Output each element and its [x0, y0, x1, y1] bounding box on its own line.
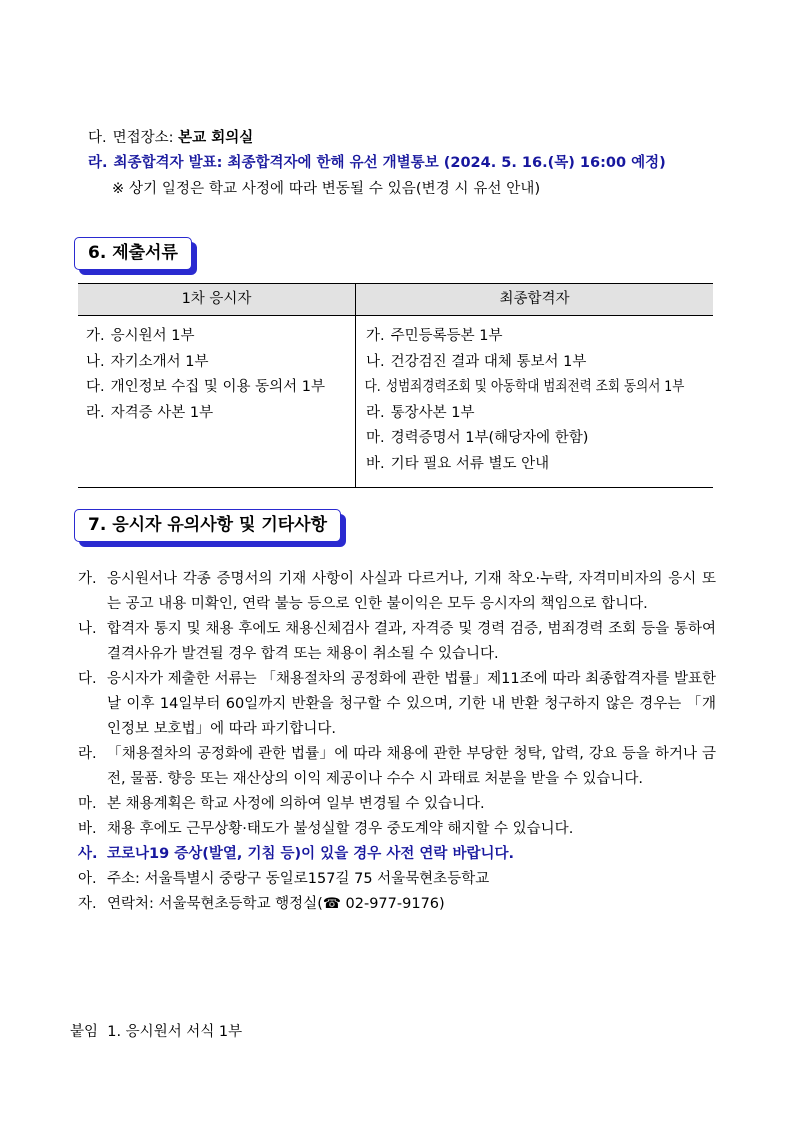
- list-item: [356, 401, 713, 427]
- item-marker: 나.: [78, 621, 97, 637]
- list-item: [78, 401, 355, 427]
- schedule-item-interview-place: [88, 126, 728, 151]
- final-pass-doc-list: [356, 324, 713, 477]
- item-marker: 사.: [78, 846, 98, 862]
- table-header-first-round: 1차 응시자: [78, 284, 356, 316]
- item-text: 합격자 통지 및 채용 후에도 채용신체검사 결과, 자격증 및 경력 검증, 범죄경력 조회 등을 통하여 결격사유가 발견될 경우 합격 또는 채용이 취소될 수 있습니다.: [107, 621, 716, 662]
- item-marker: 바.: [78, 821, 97, 837]
- schedule-note: ※ 상기 일정은 학교 사정에 따라 변동될 수 있음(변경 시 유선 안내): [112, 181, 541, 197]
- table-cell-final-pass-docs: [356, 316, 714, 488]
- item-text: [107, 126, 728, 151]
- item-marker: 가.: [78, 571, 97, 587]
- item-marker: 다.: [78, 671, 97, 687]
- item-text: 채용 후에도 근무상황·태도가 불성실할 경우 중도계약 해지할 수 있습니다.: [107, 821, 574, 837]
- item-text: 응시원서나 각종 증명서의 기재 사항이 사실과 다르거나, 기재 착오·누락, 자격미비자의 응시 또는 공고 내용 미확인, 연락 불능 등으로 인한 불이익은 모두 응시자의 책임으로 합니다.: [107, 571, 716, 612]
- list-item-marker: 다.: [86, 379, 105, 395]
- list-item-label: 기타 필요 서류 별도 안내: [390, 455, 550, 472]
- list-item-label: 자기소개서 1부: [110, 353, 209, 370]
- item-text: 코로나19 증상(발열, 기침 등)이 있을 경우 사전 연락 바랍니다.: [107, 846, 514, 862]
- interview-place-label: 면접장소:: [112, 130, 179, 146]
- table-header-final-pass: 최종합격자: [356, 284, 714, 316]
- list-item-marker: 다.: [364, 379, 381, 395]
- list-item-marker: 라.: [86, 404, 105, 421]
- item-marker: 자.: [78, 896, 97, 912]
- list-item-marker: 바.: [366, 455, 385, 472]
- notice-item-ma: [78, 792, 716, 817]
- list-item-marker: 마.: [366, 430, 385, 446]
- list-item-label: 자격증 사본 1부: [110, 404, 214, 421]
- item-text: 본 채용계획은 학교 사정에 의하여 일부 변경될 수 있습니다.: [107, 796, 485, 812]
- list-item: [356, 375, 685, 401]
- notice-item-ga: [78, 567, 716, 617]
- list-item-marker: 가.: [366, 328, 385, 344]
- notice-item-a-address: [78, 867, 716, 892]
- item-text: 주소: 서울특별시 중랑구 동일로157길 75 서울묵현초등학교: [107, 871, 490, 887]
- item-marker: 다.: [88, 130, 107, 146]
- list-item-label: 통장사본 1부: [390, 404, 475, 421]
- list-item-marker: 나.: [366, 353, 385, 370]
- table-cell-first-round-docs: [78, 316, 356, 488]
- list-item: [78, 350, 355, 376]
- list-item-label: 성범죄경력조회 및 아동학대 범죄전력 조회 동의서 1부: [385, 379, 685, 395]
- notice-item-sa-covid: [78, 842, 716, 867]
- table-row: [78, 316, 713, 488]
- item-text: 응시자가 제출한 서류는 「채용절차의 공정화에 관한 법률」제11조에 따라 최종합격자를 발표한 날 이후 14일부터 60일까지 반환을 청구할 수 있으며, 기한 내 반환 청구하지 않은 경우는 「개인정보 보호법」에 따라 파기합니다.: [107, 671, 716, 737]
- item-marker: 마.: [78, 796, 97, 812]
- notice-item-na: [78, 617, 716, 667]
- list-item-marker: 라.: [366, 404, 385, 421]
- notice-item-ja-contact: [78, 892, 716, 917]
- interview-place-value: 본교 회의실: [178, 130, 254, 146]
- attachment-line: 붙임 1. 응시원서 서식 1부: [70, 1024, 243, 1040]
- section-6-heading: [74, 237, 192, 270]
- item-text: 「채용절차의 공정화에 관한 법률」에 따라 채용에 관한 부당한 청탁, 압력, 강요 등을 하거나 금전, 물품. 향응 또는 재산상의 이익 제공이나 수수 시 과태료 처분을 받을 수 있습니다.: [107, 746, 716, 787]
- section-7-heading: [74, 509, 341, 542]
- list-item: [356, 350, 713, 376]
- notice-item-ra: [78, 742, 716, 792]
- table-header-row: [78, 284, 713, 316]
- notices-list: [78, 567, 716, 917]
- list-item-label: 개인정보 수집 및 이용 동의서 1부: [110, 379, 325, 395]
- item-marker: 아.: [78, 871, 97, 887]
- list-item: [78, 324, 355, 350]
- list-item-label: 주민등록등본 1부: [390, 328, 503, 344]
- section-7-heading-label: 7. 응시자 유의사항 및 기타사항: [74, 509, 341, 542]
- schedule-items: [88, 126, 728, 202]
- list-item: [78, 375, 355, 401]
- final-announcement-text: 최종합격자 발표: 최종합격자에 한해 유선 개별통보 (2024. 5. 16.(목) 16:00 예정): [113, 155, 666, 171]
- item-marker: 라.: [78, 746, 97, 762]
- list-item: [356, 324, 713, 350]
- list-item-marker: 가.: [86, 328, 105, 344]
- list-item-marker: 나.: [86, 353, 105, 370]
- list-item-label: 응시원서 1부: [110, 328, 195, 344]
- notice-item-ba: [78, 817, 716, 842]
- schedule-item-final-announcement: [88, 151, 728, 176]
- item-marker: 라.: [88, 155, 108, 171]
- documents-table: [78, 283, 713, 488]
- list-item-label: 경력증명서 1부(해당자에 한함): [390, 430, 589, 446]
- list-item: [356, 452, 713, 478]
- list-item-label: 건강검진 결과 대체 통보서 1부: [390, 353, 587, 370]
- item-text: 연락처: 서울묵현초등학교 행정실(☎ 02-977-9176): [107, 896, 445, 912]
- notice-item-da: [78, 667, 716, 742]
- first-round-doc-list: [78, 324, 355, 426]
- section-6-heading-label: 6. 제출서류: [74, 237, 192, 270]
- list-item: [356, 426, 713, 452]
